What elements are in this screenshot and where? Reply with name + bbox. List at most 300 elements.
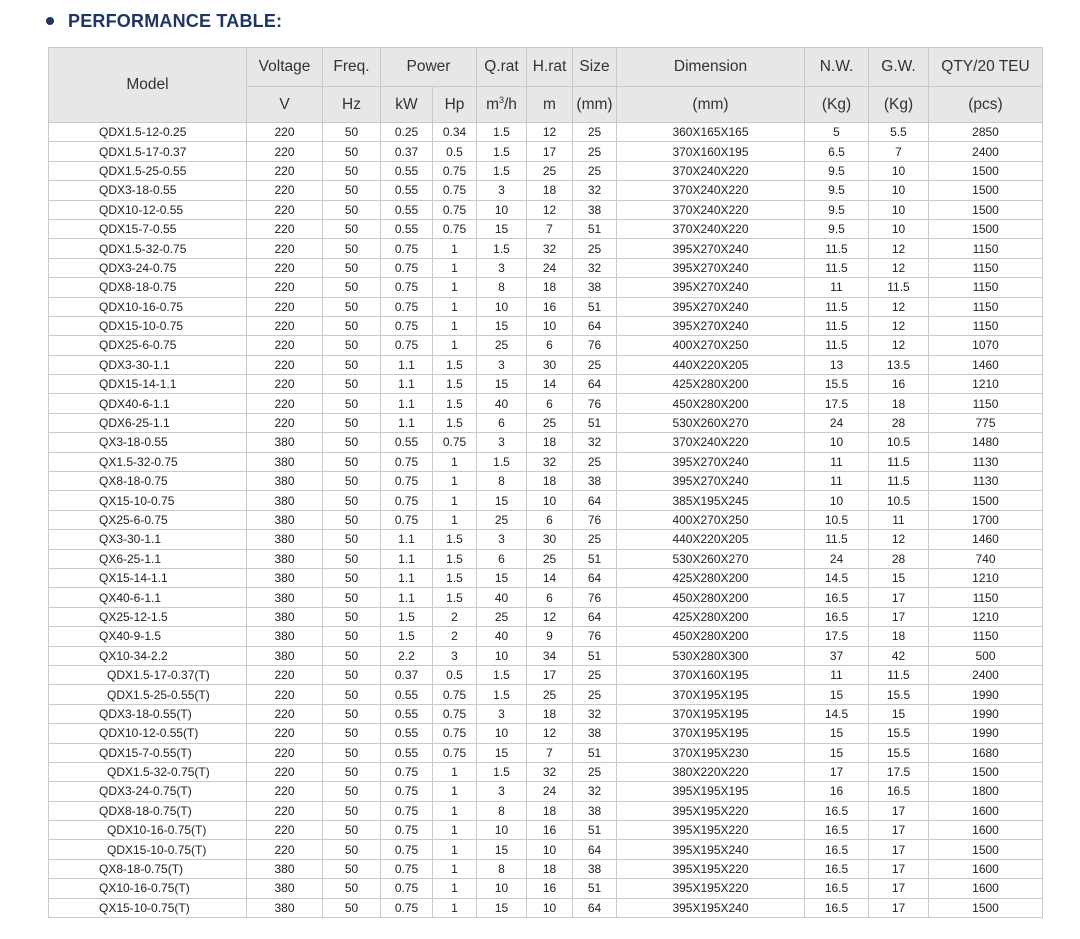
page-title: PERFORMANCE TABLE: [68,10,283,31]
cell-qty: 1150 [929,297,1043,316]
cell-qrat: 3 [477,704,527,723]
cell-hp: 1 [433,258,477,277]
cell-model: QDX10-16-0.75 [49,297,247,316]
cell-size: 32 [573,704,617,723]
header-nw: N.W. [805,48,869,87]
cell-model: QX25-6-0.75 [49,510,247,529]
cell-freq: 50 [323,394,381,413]
cell-voltage: 380 [247,549,323,568]
cell-hrat: 9 [527,627,573,646]
cell-size: 32 [573,433,617,452]
cell-hp: 1 [433,801,477,820]
cell-hrat: 17 [527,142,573,161]
cell-kw: 0.75 [381,316,433,335]
cell-dimension: 530X280X300 [617,646,805,665]
cell-model: QDX3-24-0.75(T) [49,782,247,801]
cell-dimension: 450X280X200 [617,627,805,646]
cell-nw: 14.5 [805,568,869,587]
cell-gw: 17 [869,840,929,859]
cell-gw: 28 [869,549,929,568]
cell-dimension: 425X280X200 [617,568,805,587]
cell-qty: 1150 [929,316,1043,335]
cell-qrat: 6 [477,549,527,568]
table-row [49,336,1043,355]
cell-freq: 50 [323,724,381,743]
cell-size: 51 [573,821,617,840]
cell-kw: 0.55 [381,219,433,238]
cell-hrat: 24 [527,258,573,277]
header-row-names [49,48,1043,87]
cell-freq: 50 [323,355,381,374]
cell-hp: 0.75 [433,181,477,200]
cell-voltage: 380 [247,510,323,529]
cell-dimension: 370X240X220 [617,200,805,219]
table-row [49,394,1043,413]
cell-hrat: 16 [527,879,573,898]
cell-dimension: 440X220X205 [617,530,805,549]
cell-qty: 1500 [929,840,1043,859]
cell-voltage: 220 [247,355,323,374]
cell-qrat: 3 [477,433,527,452]
table-row [49,801,1043,820]
cell-hp: 0.75 [433,685,477,704]
cell-kw: 0.75 [381,898,433,917]
cell-dimension: 370X195X230 [617,743,805,762]
cell-qrat: 40 [477,588,527,607]
cell-gw: 12 [869,239,929,258]
cell-voltage: 220 [247,704,323,723]
cell-size: 25 [573,530,617,549]
cell-size: 64 [573,607,617,626]
cell-kw: 0.75 [381,801,433,820]
table-row [49,278,1043,297]
cell-hrat: 32 [527,762,573,781]
table-row [49,413,1043,432]
cell-qty: 1150 [929,239,1043,258]
cell-model: QDX1.5-17-0.37 [49,142,247,161]
cell-model: QX8-18-0.75 [49,472,247,491]
cell-hrat: 10 [527,898,573,917]
cell-nw: 16.5 [805,840,869,859]
cell-qty: 1150 [929,588,1043,607]
cell-dimension: 395X270X240 [617,278,805,297]
table-row [49,743,1043,762]
cell-freq: 50 [323,568,381,587]
cell-dimension: 400X270X250 [617,510,805,529]
unit-voltage: V [247,87,323,123]
cell-model: QDX40-6-1.1 [49,394,247,413]
cell-nw: 16.5 [805,859,869,878]
cell-freq: 50 [323,278,381,297]
table-row [49,219,1043,238]
cell-qrat: 15 [477,219,527,238]
cell-hrat: 30 [527,530,573,549]
cell-size: 25 [573,355,617,374]
cell-size: 64 [573,375,617,394]
cell-kw: 1.1 [381,530,433,549]
cell-hp: 1.5 [433,530,477,549]
cell-nw: 16.5 [805,821,869,840]
cell-qty: 1500 [929,200,1043,219]
cell-hp: 0.5 [433,142,477,161]
cell-size: 76 [573,588,617,607]
cell-dimension: 370X240X220 [617,181,805,200]
cell-nw: 15.5 [805,375,869,394]
table-row [49,452,1043,471]
table-row [49,840,1043,859]
table-row [49,568,1043,587]
cell-qrat: 3 [477,181,527,200]
cell-kw: 1.1 [381,394,433,413]
cell-qrat: 15 [477,840,527,859]
cell-kw: 0.75 [381,782,433,801]
cell-voltage: 220 [247,336,323,355]
cell-kw: 1.1 [381,413,433,432]
cell-nw: 24 [805,413,869,432]
cell-kw: 0.75 [381,472,433,491]
cell-model: QX10-16-0.75(T) [49,879,247,898]
cell-hrat: 12 [527,200,573,219]
cell-model: QDX15-10-0.75 [49,316,247,335]
cell-gw: 11.5 [869,665,929,684]
cell-gw: 18 [869,627,929,646]
cell-nw: 16.5 [805,588,869,607]
cell-kw: 0.75 [381,297,433,316]
cell-nw: 16.5 [805,898,869,917]
cell-qrat: 1.5 [477,239,527,258]
cell-freq: 50 [323,665,381,684]
cell-dimension: 395X270X240 [617,452,805,471]
table-row [49,491,1043,510]
table-row [49,258,1043,277]
cell-nw: 17 [805,762,869,781]
cell-size: 64 [573,898,617,917]
cell-model: QDX1.5-12-0.25 [49,123,247,142]
cell-nw: 11.5 [805,336,869,355]
cell-voltage: 380 [247,898,323,917]
cell-qty: 1150 [929,278,1043,297]
table-row [49,627,1043,646]
cell-qty: 1070 [929,336,1043,355]
cell-qrat: 15 [477,898,527,917]
cell-nw: 15 [805,743,869,762]
cell-hp: 1 [433,510,477,529]
cell-voltage: 380 [247,491,323,510]
cell-qty: 1600 [929,801,1043,820]
cell-qrat: 1.5 [477,123,527,142]
cell-hrat: 12 [527,724,573,743]
cell-hp: 1 [433,278,477,297]
cell-hp: 2 [433,607,477,626]
cell-qty: 1500 [929,491,1043,510]
unit-gw: (Kg) [869,87,929,123]
cell-kw: 0.37 [381,142,433,161]
cell-dimension: 395X270X240 [617,472,805,491]
cell-size: 25 [573,142,617,161]
unit-qty: (pcs) [929,87,1043,123]
cell-size: 25 [573,762,617,781]
unit-qrat-base: m [486,96,499,114]
cell-model: QDX1.5-25-0.55(T) [49,685,247,704]
cell-qty: 1600 [929,859,1043,878]
cell-hp: 1 [433,316,477,335]
cell-qty: 1500 [929,219,1043,238]
cell-nw: 9.5 [805,161,869,180]
header-power: Power [381,48,477,87]
cell-qrat: 3 [477,530,527,549]
cell-size: 25 [573,161,617,180]
cell-model: QDX15-10-0.75(T) [49,840,247,859]
cell-model: QX15-10-0.75(T) [49,898,247,917]
cell-size: 25 [573,665,617,684]
cell-kw: 0.25 [381,123,433,142]
cell-dimension: 370X195X195 [617,704,805,723]
cell-kw: 0.75 [381,762,433,781]
cell-size: 32 [573,258,617,277]
cell-hrat: 18 [527,181,573,200]
cell-gw: 18 [869,394,929,413]
table-row [49,859,1043,878]
cell-freq: 50 [323,607,381,626]
cell-model: QDX1.5-32-0.75 [49,239,247,258]
cell-dimension: 395X195X240 [617,840,805,859]
cell-gw: 15 [869,568,929,587]
cell-voltage: 220 [247,685,323,704]
cell-hp: 0.75 [433,433,477,452]
cell-nw: 15 [805,685,869,704]
cell-size: 25 [573,239,617,258]
cell-nw: 13 [805,355,869,374]
cell-qrat: 1.5 [477,161,527,180]
cell-hrat: 6 [527,588,573,607]
table-row [49,161,1043,180]
cell-freq: 50 [323,297,381,316]
cell-qty: 1990 [929,724,1043,743]
cell-model: QX15-14-1.1 [49,568,247,587]
cell-dimension: 450X280X200 [617,394,805,413]
cell-voltage: 220 [247,821,323,840]
cell-size: 51 [573,879,617,898]
cell-size: 51 [573,413,617,432]
cell-gw: 12 [869,258,929,277]
table-row [49,879,1043,898]
table-row [49,665,1043,684]
cell-gw: 10 [869,219,929,238]
cell-model: QDX6-25-1.1 [49,413,247,432]
cell-qty: 2850 [929,123,1043,142]
cell-qrat: 40 [477,627,527,646]
cell-voltage: 380 [247,646,323,665]
cell-freq: 50 [323,239,381,258]
cell-freq: 50 [323,142,381,161]
cell-hp: 0.75 [433,200,477,219]
cell-qty: 1460 [929,355,1043,374]
cell-qty: 1210 [929,607,1043,626]
cell-size: 38 [573,278,617,297]
table-row [49,297,1043,316]
cell-freq: 50 [323,685,381,704]
cell-gw: 10 [869,200,929,219]
cell-qty: 1460 [929,530,1043,549]
cell-nw: 17.5 [805,394,869,413]
cell-qty: 1600 [929,821,1043,840]
cell-voltage: 380 [247,859,323,878]
cell-freq: 50 [323,859,381,878]
header-gw: G.W. [869,48,929,87]
cell-nw: 11 [805,278,869,297]
unit-hrat: m [527,87,573,123]
cell-hrat: 14 [527,375,573,394]
cell-freq: 50 [323,375,381,394]
cell-model: QX10-34-2.2 [49,646,247,665]
header-freq: Freq. [323,48,381,87]
table-row [49,142,1043,161]
cell-qty: 1990 [929,685,1043,704]
cell-nw: 9.5 [805,200,869,219]
cell-size: 51 [573,646,617,665]
cell-size: 38 [573,859,617,878]
cell-hrat: 18 [527,433,573,452]
cell-freq: 50 [323,200,381,219]
table-row [49,588,1043,607]
cell-hrat: 25 [527,685,573,704]
cell-voltage: 220 [247,297,323,316]
cell-kw: 2.2 [381,646,433,665]
cell-freq: 50 [323,161,381,180]
table-row [49,782,1043,801]
cell-qty: 1150 [929,394,1043,413]
cell-hp: 1 [433,472,477,491]
cell-gw: 11.5 [869,472,929,491]
cell-hp: 0.75 [433,219,477,238]
cell-voltage: 220 [247,375,323,394]
cell-qrat: 1.5 [477,142,527,161]
cell-qty: 1210 [929,375,1043,394]
cell-gw: 15 [869,704,929,723]
cell-hp: 1.5 [433,568,477,587]
cell-model: QX15-10-0.75 [49,491,247,510]
cell-hp: 1 [433,762,477,781]
cell-qrat: 15 [477,743,527,762]
cell-nw: 16.5 [805,879,869,898]
cell-qty: 1150 [929,258,1043,277]
table-row [49,433,1043,452]
cell-voltage: 380 [247,627,323,646]
cell-dimension: 395X270X240 [617,297,805,316]
cell-dimension: 385X195X245 [617,491,805,510]
cell-freq: 50 [323,549,381,568]
cell-nw: 37 [805,646,869,665]
cell-qty: 1150 [929,627,1043,646]
cell-hp: 1 [433,879,477,898]
cell-gw: 12 [869,297,929,316]
cell-gw: 15.5 [869,724,929,743]
cell-size: 76 [573,627,617,646]
cell-hp: 1 [433,898,477,917]
unit-nw: (Kg) [805,87,869,123]
cell-dimension: 370X240X220 [617,433,805,452]
cell-freq: 50 [323,704,381,723]
unit-kw: kW [381,87,433,123]
cell-model: QDX10-12-0.55 [49,200,247,219]
cell-dimension: 395X270X240 [617,258,805,277]
cell-nw: 15 [805,724,869,743]
cell-dimension: 395X195X195 [617,782,805,801]
table-row [49,316,1043,335]
cell-gw: 17 [869,859,929,878]
table-row [49,646,1043,665]
cell-qty: 1600 [929,879,1043,898]
cell-hp: 0.75 [433,704,477,723]
cell-voltage: 220 [247,394,323,413]
cell-kw: 0.55 [381,704,433,723]
cell-dimension: 395X195X220 [617,879,805,898]
cell-hp: 1 [433,336,477,355]
cell-freq: 50 [323,821,381,840]
cell-nw: 11.5 [805,258,869,277]
cell-voltage: 380 [247,588,323,607]
cell-dimension: 425X280X200 [617,375,805,394]
cell-freq: 50 [323,433,381,452]
cell-hrat: 10 [527,840,573,859]
cell-hp: 1.5 [433,549,477,568]
cell-qrat: 8 [477,801,527,820]
cell-hrat: 25 [527,413,573,432]
cell-hrat: 34 [527,646,573,665]
cell-dimension: 530X260X270 [617,549,805,568]
cell-dimension: 370X160X195 [617,665,805,684]
cell-gw: 42 [869,646,929,665]
cell-hrat: 16 [527,297,573,316]
header-qty: QTY/20 TEU [929,48,1043,87]
cell-qrat: 3 [477,782,527,801]
cell-size: 38 [573,801,617,820]
cell-nw: 16.5 [805,801,869,820]
table-row [49,181,1043,200]
cell-size: 51 [573,549,617,568]
cell-qty: 1500 [929,762,1043,781]
cell-nw: 16.5 [805,607,869,626]
cell-nw: 5 [805,123,869,142]
cell-gw: 13.5 [869,355,929,374]
cell-freq: 50 [323,743,381,762]
cell-dimension: 530X260X270 [617,413,805,432]
cell-hrat: 24 [527,782,573,801]
cell-freq: 50 [323,491,381,510]
cell-dimension: 440X220X205 [617,355,805,374]
cell-model: QDX15-7-0.55 [49,219,247,238]
cell-model: QDX3-18-0.55(T) [49,704,247,723]
cell-dimension: 370X240X220 [617,161,805,180]
cell-hp: 1.5 [433,588,477,607]
cell-voltage: 220 [247,801,323,820]
cell-voltage: 220 [247,161,323,180]
unit-freq: Hz [323,87,381,123]
cell-freq: 50 [323,646,381,665]
cell-nw: 11 [805,665,869,684]
cell-freq: 50 [323,181,381,200]
cell-kw: 0.55 [381,724,433,743]
table-row [49,724,1043,743]
cell-hrat: 12 [527,123,573,142]
cell-hrat: 25 [527,161,573,180]
cell-kw: 1.1 [381,588,433,607]
cell-qty: 500 [929,646,1043,665]
cell-size: 76 [573,336,617,355]
cell-qrat: 15 [477,491,527,510]
cell-voltage: 380 [247,530,323,549]
cell-voltage: 380 [247,433,323,452]
